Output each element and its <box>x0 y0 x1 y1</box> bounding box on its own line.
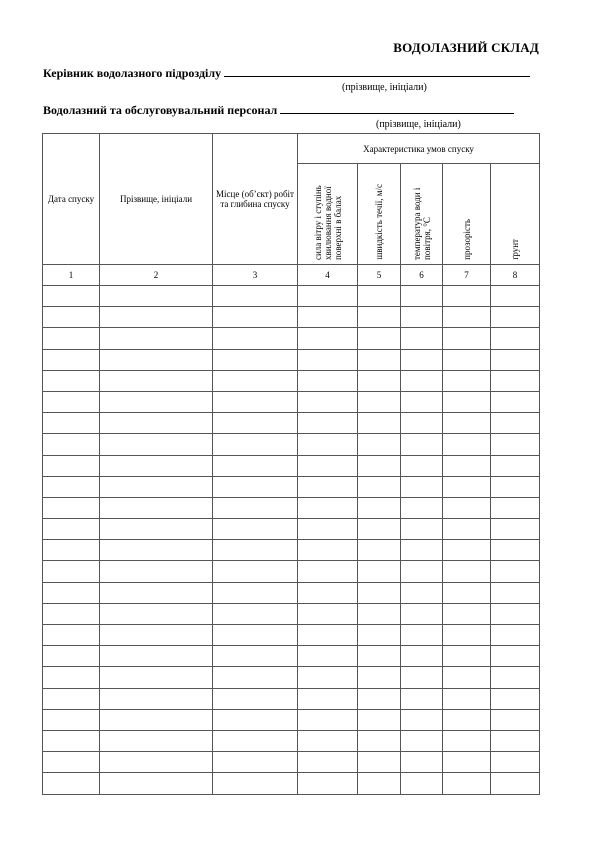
table-row <box>43 370 540 391</box>
col-name-header: Прізвище, ініціали <box>100 134 213 265</box>
table-cell[interactable] <box>491 286 540 307</box>
table-cell[interactable] <box>443 730 491 751</box>
table-cell[interactable] <box>43 519 100 540</box>
table-cell[interactable] <box>213 307 298 328</box>
table-cell[interactable] <box>443 434 491 455</box>
table-cell[interactable] <box>298 349 358 370</box>
table-cell[interactable] <box>491 455 540 476</box>
table-cell[interactable] <box>358 646 401 667</box>
table-cell[interactable] <box>491 646 540 667</box>
table-cell[interactable] <box>298 688 358 709</box>
table-cell[interactable] <box>298 286 358 307</box>
table-cell[interactable] <box>298 497 358 518</box>
table-cell[interactable] <box>443 328 491 349</box>
table-cell[interactable] <box>100 730 213 751</box>
column-number: 4 <box>298 265 358 286</box>
head-hint: (прізвище, ініціали) <box>342 82 427 93</box>
table-cell[interactable] <box>443 413 491 434</box>
table-cell[interactable] <box>443 497 491 518</box>
table-cell[interactable] <box>43 625 100 646</box>
table-cell[interactable] <box>443 307 491 328</box>
table-cell[interactable] <box>491 773 540 794</box>
table-cell[interactable] <box>358 540 401 561</box>
table-cell[interactable] <box>358 476 401 497</box>
table-row <box>43 286 540 307</box>
table-cell[interactable] <box>298 519 358 540</box>
table-cell[interactable] <box>401 709 443 730</box>
table-cell[interactable] <box>213 391 298 412</box>
table-cell[interactable] <box>100 307 213 328</box>
table-cell[interactable] <box>43 667 100 688</box>
table-row <box>43 519 540 540</box>
table-cell[interactable] <box>298 561 358 582</box>
table-cell[interactable] <box>401 667 443 688</box>
table-cell[interactable] <box>213 349 298 370</box>
table-cell[interactable] <box>100 370 213 391</box>
table-cell[interactable] <box>298 413 358 434</box>
table-cell[interactable] <box>443 519 491 540</box>
table-cell[interactable] <box>443 646 491 667</box>
table-cell[interactable] <box>401 434 443 455</box>
table-cell[interactable] <box>358 413 401 434</box>
table-cell[interactable] <box>443 286 491 307</box>
table-cell[interactable] <box>298 476 358 497</box>
table-cell[interactable] <box>43 730 100 751</box>
table-cell[interactable] <box>43 434 100 455</box>
table-cell[interactable] <box>401 540 443 561</box>
table-row <box>43 307 540 328</box>
table-cell[interactable] <box>491 540 540 561</box>
table-cell[interactable] <box>100 328 213 349</box>
table-row <box>43 752 540 773</box>
col-date-header: Дата спуску <box>43 134 100 265</box>
table-cell[interactable] <box>358 709 401 730</box>
table-cell[interactable] <box>43 349 100 370</box>
table-cell[interactable] <box>443 709 491 730</box>
table-cell[interactable] <box>358 434 401 455</box>
table-cell[interactable] <box>43 582 100 603</box>
table-cell[interactable] <box>298 625 358 646</box>
col-temp-header: температура води і повітря, °С <box>401 164 443 265</box>
column-number: 5 <box>358 265 401 286</box>
table-cell[interactable] <box>298 391 358 412</box>
column-number: 3 <box>213 265 298 286</box>
table-cell[interactable] <box>213 582 298 603</box>
table-cell[interactable] <box>43 497 100 518</box>
table-cell[interactable] <box>213 561 298 582</box>
table-row <box>43 625 540 646</box>
table-cell[interactable] <box>401 497 443 518</box>
table-cell[interactable] <box>401 519 443 540</box>
table-cell[interactable] <box>100 603 213 624</box>
table-cell[interactable] <box>100 286 213 307</box>
table-cell[interactable] <box>213 773 298 794</box>
column-number: 8 <box>491 265 540 286</box>
table-cell[interactable] <box>213 519 298 540</box>
table-cell[interactable] <box>443 582 491 603</box>
table-cell[interactable] <box>298 370 358 391</box>
table-cell[interactable] <box>100 709 213 730</box>
table-cell[interactable] <box>213 730 298 751</box>
table-cell[interactable] <box>100 752 213 773</box>
head-input-line[interactable] <box>224 66 530 77</box>
table-cell[interactable] <box>100 434 213 455</box>
table-cell[interactable] <box>213 434 298 455</box>
col-wind-header: сила вітру і ступінь хвилювання водної поверхні в балах <box>298 164 358 265</box>
table-cell[interactable] <box>491 625 540 646</box>
table-cell[interactable] <box>298 582 358 603</box>
staff-label: Водолазний та обслуговувальний персонал <box>43 103 278 117</box>
column-number-row <box>43 265 540 286</box>
table-cell[interactable] <box>358 307 401 328</box>
table-cell[interactable] <box>358 582 401 603</box>
table-cell[interactable] <box>213 455 298 476</box>
table-cell[interactable] <box>443 688 491 709</box>
table-cell[interactable] <box>213 476 298 497</box>
table-cell[interactable] <box>358 497 401 518</box>
table-row <box>43 688 540 709</box>
table-cell[interactable] <box>401 370 443 391</box>
table-cell[interactable] <box>298 307 358 328</box>
table-cell[interactable] <box>401 773 443 794</box>
table-cell[interactable] <box>401 582 443 603</box>
table-cell[interactable] <box>358 752 401 773</box>
table-cell[interactable] <box>401 752 443 773</box>
table-cell[interactable] <box>100 625 213 646</box>
table-cell[interactable] <box>358 625 401 646</box>
table-row <box>43 730 540 751</box>
head-label: Керівник водолазного підрозділу <box>43 66 222 80</box>
table-cell[interactable] <box>213 370 298 391</box>
table-cell[interactable] <box>213 752 298 773</box>
col-transparency-header: прозорість <box>443 164 491 265</box>
table-cell[interactable] <box>213 328 298 349</box>
table-row <box>43 667 540 688</box>
table-cell[interactable] <box>491 328 540 349</box>
table-cell[interactable] <box>491 434 540 455</box>
table-cell[interactable] <box>43 307 100 328</box>
table-cell[interactable] <box>358 773 401 794</box>
table-cell[interactable] <box>213 603 298 624</box>
table-cell[interactable] <box>100 582 213 603</box>
table-cell[interactable] <box>443 561 491 582</box>
table-cell[interactable] <box>443 391 491 412</box>
table-row <box>43 349 540 370</box>
col-ground-header: ґрунт <box>491 164 540 265</box>
table-cell[interactable] <box>443 752 491 773</box>
head-line <box>43 66 530 81</box>
table-cell[interactable] <box>43 688 100 709</box>
table-cell[interactable] <box>443 667 491 688</box>
table-cell[interactable] <box>100 349 213 370</box>
table-cell[interactable] <box>100 561 213 582</box>
table-row <box>43 328 540 349</box>
table-cell[interactable] <box>358 286 401 307</box>
table-cell[interactable] <box>213 667 298 688</box>
table-cell[interactable] <box>213 688 298 709</box>
staff-line <box>43 103 514 118</box>
table-cell[interactable] <box>443 540 491 561</box>
table-cell[interactable] <box>443 476 491 497</box>
table-row <box>43 540 540 561</box>
table-cell[interactable] <box>43 561 100 582</box>
table-cell[interactable] <box>298 603 358 624</box>
table-cell[interactable] <box>298 434 358 455</box>
table-cell[interactable] <box>491 752 540 773</box>
table-cell[interactable] <box>491 582 540 603</box>
conditions-group-header: Характеристика умов спуску <box>298 134 540 164</box>
table-cell[interactable] <box>491 391 540 412</box>
column-number: 6 <box>401 265 443 286</box>
table-cell[interactable] <box>491 688 540 709</box>
table-cell[interactable] <box>401 349 443 370</box>
table-cell[interactable] <box>401 688 443 709</box>
table-cell[interactable] <box>213 497 298 518</box>
table-cell[interactable] <box>358 349 401 370</box>
table-row <box>43 709 540 730</box>
table-cell[interactable] <box>358 370 401 391</box>
table-cell[interactable] <box>491 413 540 434</box>
table-row <box>43 434 540 455</box>
table-cell[interactable] <box>358 328 401 349</box>
table-cell[interactable] <box>358 519 401 540</box>
table-cell[interactable] <box>100 497 213 518</box>
column-number: 2 <box>100 265 213 286</box>
page-title: ВОДОЛАЗНИЙ СКЛАД <box>393 40 539 55</box>
table-row <box>43 391 540 412</box>
table-cell[interactable] <box>401 625 443 646</box>
table-cell[interactable] <box>491 476 540 497</box>
table-cell[interactable] <box>213 413 298 434</box>
table-row <box>43 497 540 518</box>
table-row <box>43 773 540 794</box>
table-cell[interactable] <box>213 646 298 667</box>
table-cell[interactable] <box>491 349 540 370</box>
table-cell[interactable] <box>491 561 540 582</box>
column-number: 1 <box>43 265 100 286</box>
table-row <box>43 582 540 603</box>
table-cell[interactable] <box>43 540 100 561</box>
table-cell[interactable] <box>298 646 358 667</box>
table-cell[interactable] <box>491 603 540 624</box>
table-cell[interactable] <box>358 667 401 688</box>
table-row <box>43 603 540 624</box>
staff-input-line[interactable] <box>280 103 514 114</box>
table-cell[interactable] <box>401 455 443 476</box>
table-cell[interactable] <box>443 773 491 794</box>
table-cell[interactable] <box>43 413 100 434</box>
table-cell[interactable] <box>43 646 100 667</box>
table-cell[interactable] <box>100 519 213 540</box>
table-cell[interactable] <box>491 667 540 688</box>
table-cell[interactable] <box>213 625 298 646</box>
table-cell[interactable] <box>358 730 401 751</box>
dive-journal-table <box>42 133 540 795</box>
table-cell[interactable] <box>43 476 100 497</box>
table-cell[interactable] <box>358 391 401 412</box>
table-cell[interactable] <box>100 391 213 412</box>
table-row <box>43 646 540 667</box>
table-cell[interactable] <box>491 730 540 751</box>
table-cell[interactable] <box>401 286 443 307</box>
table-cell[interactable] <box>358 603 401 624</box>
staff-hint: (прізвище, ініціали) <box>376 119 461 130</box>
table-cell[interactable] <box>43 752 100 773</box>
table-cell[interactable] <box>100 688 213 709</box>
table-row <box>43 413 540 434</box>
table-row <box>43 476 540 497</box>
table-cell[interactable] <box>443 370 491 391</box>
table-cell[interactable] <box>491 307 540 328</box>
table-cell[interactable] <box>298 667 358 688</box>
column-number: 7 <box>443 265 491 286</box>
table-cell[interactable] <box>100 455 213 476</box>
table-row <box>43 455 540 476</box>
table-cell[interactable] <box>401 391 443 412</box>
table-cell[interactable] <box>491 497 540 518</box>
table-cell[interactable] <box>443 349 491 370</box>
table-cell[interactable] <box>401 646 443 667</box>
table-cell[interactable] <box>358 561 401 582</box>
table-cell[interactable] <box>443 455 491 476</box>
table-cell[interactable] <box>298 752 358 773</box>
table-cell[interactable] <box>100 540 213 561</box>
table-cell[interactable] <box>100 413 213 434</box>
table-cell[interactable] <box>401 730 443 751</box>
table-cell[interactable] <box>100 476 213 497</box>
table-cell[interactable] <box>401 561 443 582</box>
table-cell[interactable] <box>298 455 358 476</box>
table-cell[interactable] <box>298 540 358 561</box>
table-cell[interactable] <box>491 709 540 730</box>
table-cell[interactable] <box>43 370 100 391</box>
table-cell[interactable] <box>443 625 491 646</box>
table-cell[interactable] <box>298 730 358 751</box>
table-cell[interactable] <box>43 709 100 730</box>
table-cell[interactable] <box>100 646 213 667</box>
table-cell[interactable] <box>358 455 401 476</box>
table-cell[interactable] <box>213 540 298 561</box>
table-cell[interactable] <box>491 519 540 540</box>
table-cell[interactable] <box>298 328 358 349</box>
table-cell[interactable] <box>491 370 540 391</box>
col-current-header: швидкість течії, м/с <box>358 164 401 265</box>
table-cell[interactable] <box>401 307 443 328</box>
table-cell[interactable] <box>298 709 358 730</box>
table-row <box>43 561 540 582</box>
table-cell[interactable] <box>43 328 100 349</box>
table-cell[interactable] <box>100 773 213 794</box>
table-cell[interactable] <box>43 455 100 476</box>
table-cell[interactable] <box>401 328 443 349</box>
table-cell[interactable] <box>43 603 100 624</box>
table-cell[interactable] <box>43 286 100 307</box>
table-cell[interactable] <box>401 476 443 497</box>
table-cell[interactable] <box>43 773 100 794</box>
table-cell[interactable] <box>298 773 358 794</box>
table-cell[interactable] <box>213 286 298 307</box>
table-cell[interactable] <box>401 413 443 434</box>
table-cell[interactable] <box>443 603 491 624</box>
table-cell[interactable] <box>358 688 401 709</box>
table-cell[interactable] <box>43 391 100 412</box>
table-cell[interactable] <box>213 709 298 730</box>
table-cell[interactable] <box>100 667 213 688</box>
table-cell[interactable] <box>401 603 443 624</box>
col-place-header: Місце (об’єкт) робіт та глибина спуску <box>213 134 298 265</box>
